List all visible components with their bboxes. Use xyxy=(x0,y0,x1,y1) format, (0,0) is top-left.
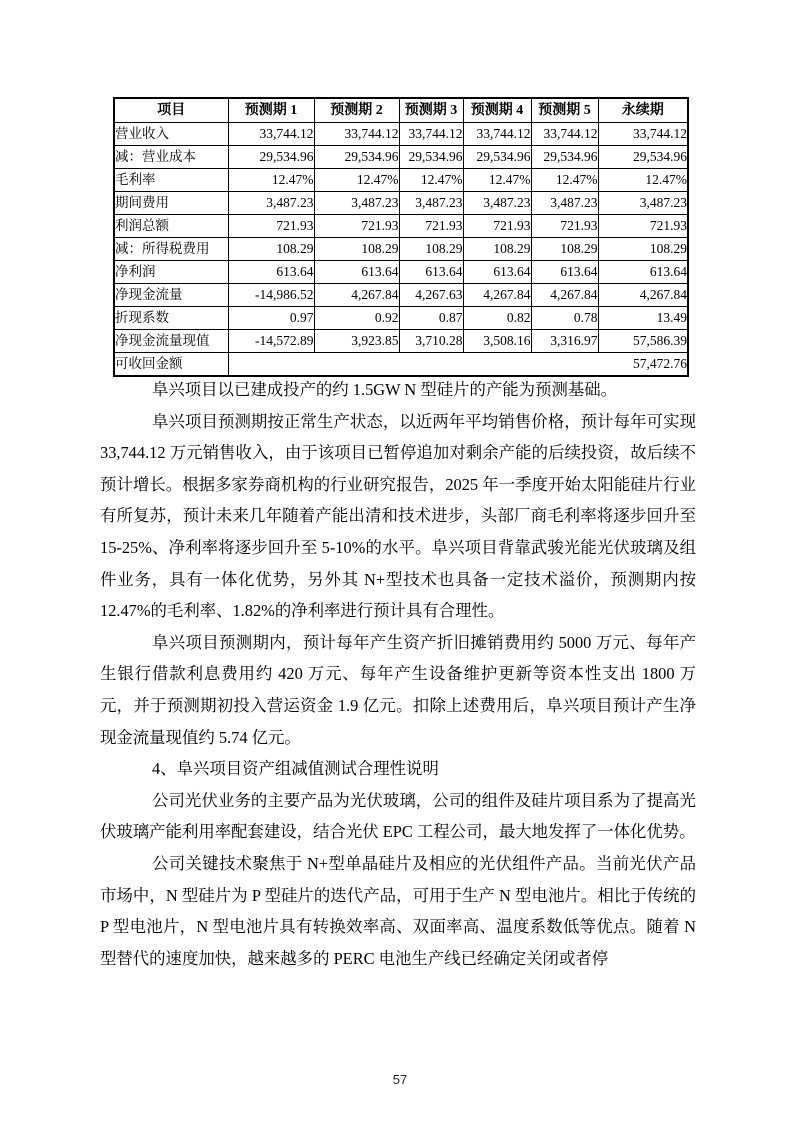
table-header-cell: 预测期 1 xyxy=(228,98,314,123)
table-row-label: 利润总额 xyxy=(114,215,228,238)
paragraph: 公司关键技术聚焦于 N+型单晶硅片及相应的光伏组件产品。当前光伏产品市场中，N 型硅片为 P 型硅片的迭代产品，可用于生产 N 型电池片。相比于传统的 P 型电池片，N 型电池片具有转换效率高、双面率高、温度系数低等优点。随着 N 型替代的速度加快，越来越多的 PERC 电池生产线已经确定关闭或者停 xyxy=(100,853,696,968)
table-cell-value: 613.64 xyxy=(463,261,531,284)
table-cell-value: 12.47% xyxy=(314,169,399,192)
table-cell-value: 721.93 xyxy=(463,215,531,238)
table-cell-merged-value: 57,472.76 xyxy=(228,353,688,377)
table-header-cell: 永续期 xyxy=(598,98,688,123)
table-cell-value: 29,534.96 xyxy=(598,146,688,169)
table-header-cell: 预测期 4 xyxy=(463,98,531,123)
table-cell-value: 57,586.39 xyxy=(598,330,688,353)
table-cell-value: 29,534.96 xyxy=(228,146,314,169)
table-cell-value: 613.64 xyxy=(531,261,598,284)
table-cell-value: 33,744.12 xyxy=(228,123,314,146)
table-cell-value: -14,572.89 xyxy=(228,330,314,353)
paragraph: 阜兴项目预测期按正常生产状态，以近两年平均销售价格，预计每年可实现 33,744.12 万元销售收入，由于该项目已暂停追加对剩余产能的后续投资，故后续不预计增长。根据多家券商机构的行业研究报告，2025 年一季度开始太阳能硅片行业有所复苏，预计未来几年随着产能出清和技术进步，头部厂商毛利率将逐步回升至 15-25%、净利率将逐步回升至 5-10%的水平。阜兴项目背靠武骏光能光伏玻璃及组件业务，具有一体化优势，另外其 N+型技术也具备一定技术溢价，预测期内按 12.47%的毛利率、1.82%的净利率进行预计具有合理性。 xyxy=(100,411,696,621)
table-cell-value: 0.78 xyxy=(531,307,598,330)
page-number: 57 xyxy=(392,1072,408,1087)
table-cell-value: 3,710.28 xyxy=(399,330,463,353)
table-cell-value: 33,744.12 xyxy=(314,123,399,146)
table-row xyxy=(114,169,688,192)
forecast-table xyxy=(113,97,689,377)
table-cell-value: 3,923.85 xyxy=(314,330,399,353)
table-cell-value: 3,487.23 xyxy=(399,192,463,215)
table-header-cell: 项目 xyxy=(114,98,228,123)
table-row xyxy=(114,284,688,307)
table-row xyxy=(114,215,688,238)
table-row-label: 净现金流量 xyxy=(114,284,228,307)
table-cell-value: 721.93 xyxy=(314,215,399,238)
table-header-cell: 预测期 5 xyxy=(531,98,598,123)
table-cell-value: 33,744.12 xyxy=(598,123,688,146)
table-header-cell: 预测期 2 xyxy=(314,98,399,123)
table-cell-value: 108.29 xyxy=(399,238,463,261)
body-text xyxy=(100,374,696,974)
table-row-label: 可收回金额 xyxy=(114,353,228,377)
table-cell-value: 12.47% xyxy=(598,169,688,192)
table-row xyxy=(114,261,688,284)
table-row xyxy=(114,353,688,377)
table-cell-value: 33,744.12 xyxy=(463,123,531,146)
table-cell-value: 613.64 xyxy=(228,261,314,284)
table-cell-value: 4,267.84 xyxy=(531,284,598,307)
table-cell-value: 3,487.23 xyxy=(314,192,399,215)
table-cell-value: 0.82 xyxy=(463,307,531,330)
table-cell-value: 3,487.23 xyxy=(531,192,598,215)
table-cell-value: 3,487.23 xyxy=(598,192,688,215)
table-row xyxy=(114,330,688,353)
table-cell-value: 12.47% xyxy=(228,169,314,192)
table-cell-value: 613.64 xyxy=(399,261,463,284)
table-cell-value: 29,534.96 xyxy=(531,146,598,169)
table-cell-value: 4,267.63 xyxy=(399,284,463,307)
table-cell-value: 3,508.16 xyxy=(463,330,531,353)
table-cell-value: 108.29 xyxy=(531,238,598,261)
table-row-label: 减：所得税费用 xyxy=(114,238,228,261)
table-cell-value: 721.93 xyxy=(228,215,314,238)
table-cell-value: 12.47% xyxy=(399,169,463,192)
table-row xyxy=(114,307,688,330)
table-cell-value: 4,267.84 xyxy=(463,284,531,307)
table-cell-value: 0.97 xyxy=(228,307,314,330)
table-row-label: 折现系数 xyxy=(114,307,228,330)
paragraph: 阜兴项目预测期内，预计每年产生资产折旧摊销费用约 5000 万元、每年产生银行借款利息费用约 420 万元、每年产生设备维护更新等资本性支出 1800 万元，并于预测期初投入营运资金 1.9 亿元。扣除上述费用后，阜兴项目预计产生净现金流量现值约 5.74 亿元。 xyxy=(100,632,696,747)
table-cell-value: 12.47% xyxy=(463,169,531,192)
table-cell-value: 108.29 xyxy=(598,238,688,261)
paragraph: 阜兴项目以已建成投产的约 1.5GW N 型硅片的产能为预测基础。 xyxy=(152,380,618,399)
paragraph: 4、阜兴项目资产组减值测试合理性说明 xyxy=(152,759,439,779)
table-body xyxy=(114,123,688,377)
table-cell-value: 3,487.23 xyxy=(228,192,314,215)
table-row-label: 减：营业成本 xyxy=(114,146,228,169)
table-cell-value: 4,267.84 xyxy=(598,284,688,307)
table-row-label: 毛利率 xyxy=(114,169,228,192)
table-cell-value: 29,534.96 xyxy=(314,146,399,169)
table-cell-value: 3,316.97 xyxy=(531,330,598,353)
table-cell-value: 613.64 xyxy=(314,261,399,284)
table-cell-value: 33,744.12 xyxy=(531,123,598,146)
table-cell-value: -14,986.52 xyxy=(228,284,314,307)
table-cell-value: 721.93 xyxy=(598,215,688,238)
table-cell-value: 13.49 xyxy=(598,307,688,330)
table-cell-value: 33,744.12 xyxy=(399,123,463,146)
table-row xyxy=(114,123,688,146)
table-cell-value: 3,487.23 xyxy=(463,192,531,215)
table-row-label: 期间费用 xyxy=(114,192,228,215)
table-cell-value: 0.87 xyxy=(399,307,463,330)
table-cell-value: 29,534.96 xyxy=(463,146,531,169)
paragraph: 公司光伏业务的主要产品为光伏玻璃，公司的组件及硅片项目系为了提高光伏玻璃产能利用率配套建设，结合光伏 EPC 工程公司，最大地发挥了一体化优势。 xyxy=(100,790,696,842)
table-row-label: 净现金流量现值 xyxy=(114,330,228,353)
table-row xyxy=(114,146,688,169)
table-row xyxy=(114,238,688,261)
table-header-cell: 预测期 3 xyxy=(399,98,463,123)
table-cell-value: 29,534.96 xyxy=(399,146,463,169)
table-cell-value: 4,267.84 xyxy=(314,284,399,307)
table-row-label: 净利润 xyxy=(114,261,228,284)
table-row xyxy=(114,192,688,215)
table-cell-value: 0.92 xyxy=(314,307,399,330)
table-cell-value: 721.93 xyxy=(531,215,598,238)
table-cell-value: 613.64 xyxy=(598,261,688,284)
table-cell-value: 108.29 xyxy=(463,238,531,261)
table-header-row xyxy=(114,98,688,123)
table-row-label: 营业收入 xyxy=(114,123,228,146)
table-cell-value: 108.29 xyxy=(314,238,399,261)
table-cell-value: 108.29 xyxy=(228,238,314,261)
table-cell-value: 721.93 xyxy=(399,215,463,238)
table-cell-value: 12.47% xyxy=(531,169,598,192)
